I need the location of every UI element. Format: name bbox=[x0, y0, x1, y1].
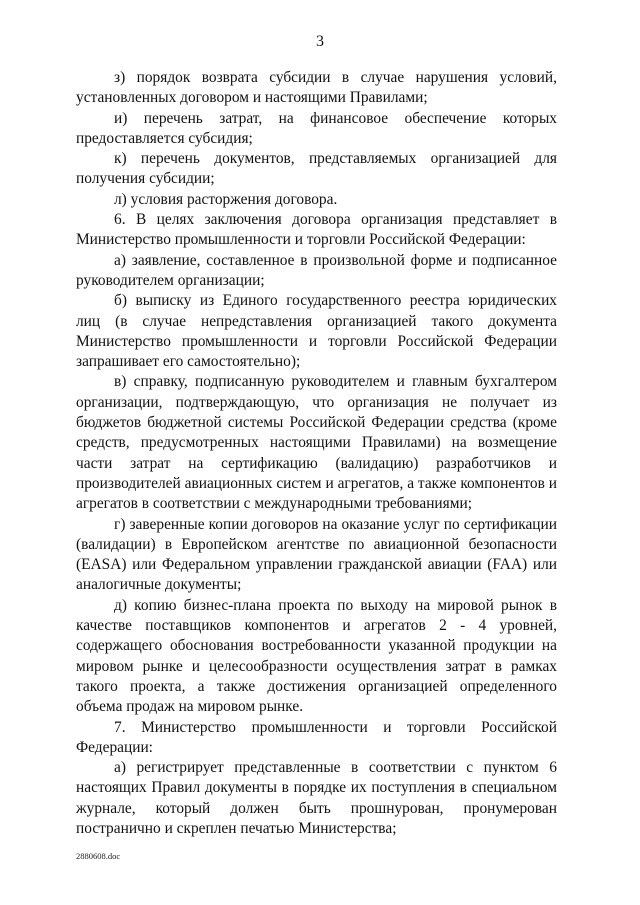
page-number: 3 bbox=[316, 33, 324, 50]
paragraph-3k: к) перечень документов, представляемых организацией для получения субсидии; bbox=[76, 150, 557, 188]
paragraph-6g: г) заверенные копии договоров на оказание услуг по сертификации (валидации) в Европейском агентстве по авиационной безопасности (EASA) или Федеральном управлении гражданской авиации (FAA) или аналогичные документы; bbox=[76, 515, 557, 594]
paragraph-6b: б) выписку из Единого государственного реестра юридических лиц (в случае непредставления организацией такого документа Министерство промышленности и торговли Российской Федерации запрашивает его самостоятельно); bbox=[76, 292, 557, 371]
paragraph-7a: а) регистрирует представленные в соответствии с пунктом 6 настоящих Правил документы в порядке их поступления в специальном журнале, который должен быть прошнурован, пронумерован постранично и скреплен печатью Министерства; bbox=[76, 759, 557, 837]
paragraph-7: 7. Министерство промышленности и торговли Российской Федерации: bbox=[76, 718, 557, 756]
document-body bbox=[76, 68, 557, 839]
document-file-code: 2880608.doc bbox=[76, 851, 121, 861]
paragraph-3i: и) перечень затрат, на финансовое обеспечение которых предоставляется субсидия; bbox=[76, 109, 557, 147]
paragraph-6: 6. В целях заключения договора организация представляет в Министерство промышленности и торговли Российской Федерации: bbox=[76, 211, 557, 249]
paragraph-6a: а) заявление, составленное в произвольной форме и подписанное руководителем организации; bbox=[76, 251, 557, 289]
paragraph-3z: з) порядок возврата субсидии в случае нарушения условий, установленных договором и настоящими Правилами; bbox=[76, 69, 557, 107]
paragraph-6v: в) справку, подписанную руководителем и главным бухгалтером организации, подтверждающую, что организация не получает из бюджетов бюджетной системы Российской Федерации средства (кроме средств, предусмотренных настоящими Правилами) на возмещение части затрат на сертификацию (валидацию) разработчиков и производителей авиационных систем и агрегатов, а также компонентов и агрегатов в соответствии с международными требованиями; bbox=[76, 373, 557, 513]
paragraph-3l: л) условия расторжения договора. bbox=[114, 190, 338, 208]
paragraph-6d: д) копию бизнес-плана проекта по выходу на мировой рынок в качестве поставщиков компонентов и агрегатов 2 - 4 уровней, содержащего обоснования востребованности указанной продукции на мировом рынке и целесообразности осуществления затрат в рамках такого проекта, а также достижения организацией определенного объема продаж на мировом рынке. bbox=[76, 596, 557, 716]
